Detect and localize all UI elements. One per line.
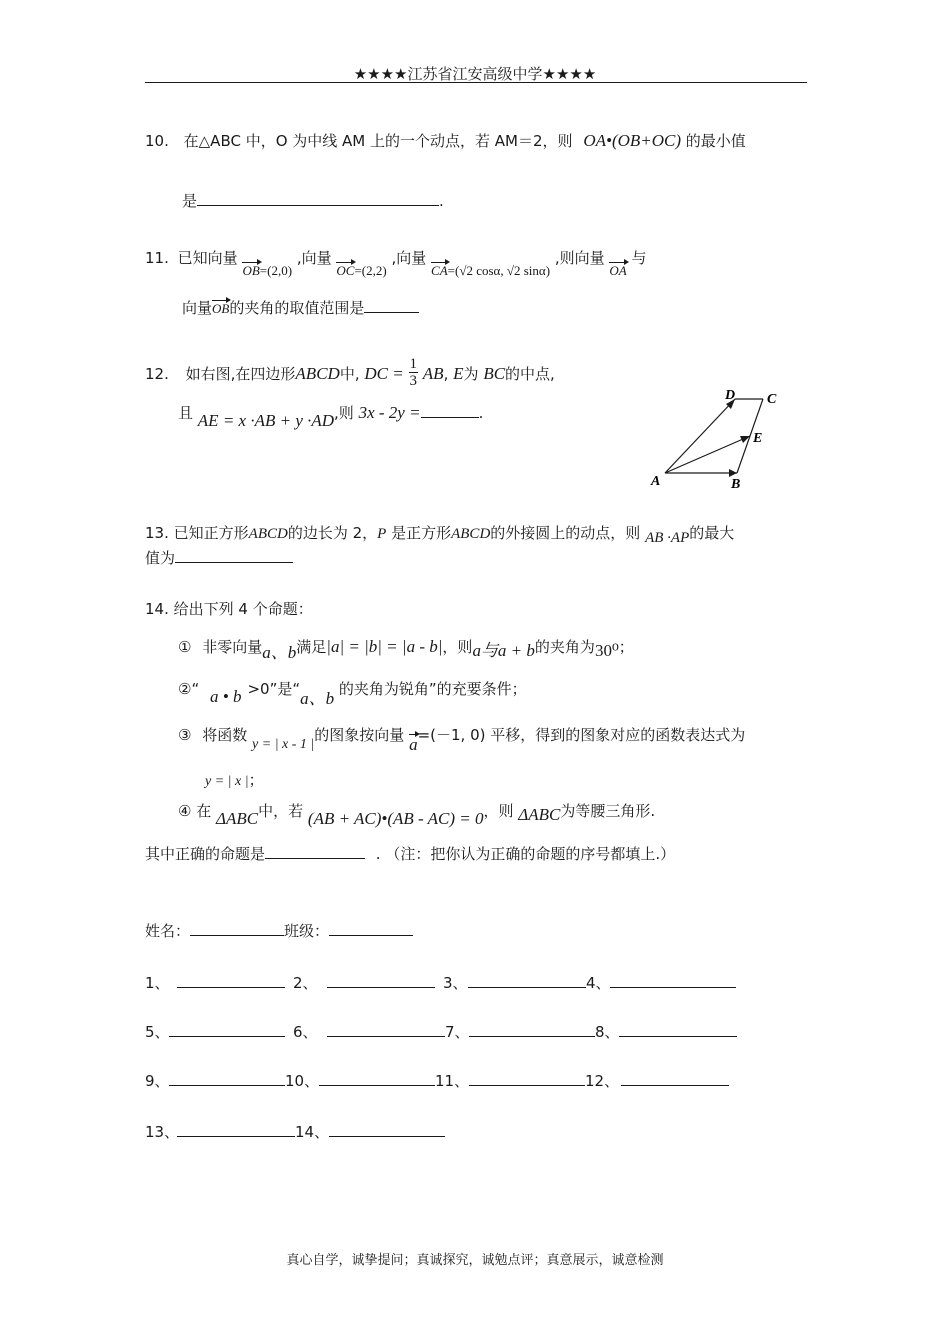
math-value: 30⁰	[594, 641, 619, 660]
question-text: 已知正方形	[173, 524, 249, 542]
class-field[interactable]	[329, 934, 413, 936]
answer-blank[interactable]	[469, 1084, 585, 1086]
answer-blank[interactable]	[327, 1035, 445, 1037]
question-10	[145, 130, 746, 151]
question-text: 向量	[182, 299, 213, 317]
question-text: ,则	[334, 404, 354, 422]
answer-label: 11、	[435, 1072, 470, 1090]
question-text: ，则	[483, 802, 514, 820]
answer-blank[interactable]	[319, 1084, 435, 1086]
edge-ae	[665, 436, 750, 473]
answer-blank[interactable]	[468, 986, 586, 988]
math-expression: a与a + b	[472, 641, 535, 660]
math-expression: (AB + AC)•(AB - AC) = 0	[307, 809, 484, 828]
question-text: 为	[463, 365, 479, 383]
answer-label: 13、	[145, 1123, 180, 1141]
question-text: 是	[182, 192, 198, 210]
question-text: .	[439, 192, 444, 210]
label-c: C	[767, 392, 777, 407]
question-text: 的夹角的取值范围是	[229, 299, 365, 317]
math-symbol: ABCD	[451, 526, 491, 542]
answer-label: 1、	[145, 974, 170, 992]
question-text: 的最小值	[685, 132, 746, 150]
question-number: 11.	[145, 249, 169, 267]
proposition-4	[178, 800, 656, 828]
vector-ca: CA	[431, 263, 448, 278]
question-text: 如右图,在四边形	[185, 365, 296, 383]
question-text: 的夹角为	[534, 638, 595, 656]
arrow-ab	[729, 469, 737, 477]
question-text: 值为	[145, 549, 176, 567]
vector-a: a	[409, 735, 418, 754]
quadrilateral-diagram	[645, 385, 785, 495]
math-expression: 3x - 2y =	[358, 403, 421, 422]
answer-label: 9、	[145, 1072, 170, 1090]
math-symbol: ABCD	[248, 526, 288, 542]
question-text: 的夹角为锐角”的充要条件；	[338, 680, 527, 698]
answer-blank[interactable]	[169, 1035, 285, 1037]
math-symbol: AB	[422, 364, 444, 383]
question-text: 其中正确的命题是	[145, 845, 266, 863]
math-expression: OA•(OB+OC)	[583, 131, 682, 150]
header-rule	[145, 82, 807, 83]
math-expression: y = | x |	[205, 774, 249, 789]
class-label: 班级：	[284, 922, 330, 940]
answer-label: 10、	[285, 1072, 320, 1090]
math-expression: DC =	[364, 364, 404, 383]
question-text: 非零向量	[202, 638, 263, 656]
question-text: ,则向量	[554, 249, 605, 267]
question-text: 中，若	[258, 802, 304, 820]
proposition-3	[178, 724, 746, 754]
question-12-line2	[178, 402, 484, 430]
question-text: 在	[196, 802, 212, 820]
student-info	[145, 920, 413, 941]
math-expression: y = | x - 1 |	[252, 737, 315, 752]
question-number: 12.	[145, 365, 169, 383]
question-14-conclusion	[145, 843, 675, 864]
proposition-2	[178, 674, 527, 708]
answer-blank[interactable]	[364, 311, 419, 313]
question-text: 是正方形	[391, 524, 452, 542]
math-value: =(√2 cosα, √2 sinα)	[447, 263, 551, 278]
answer-row-1	[145, 972, 736, 993]
question-text: ,向量	[391, 249, 427, 267]
question-text: >0”是“	[247, 680, 301, 698]
question-text: 给出下列 4 个命题：	[173, 600, 313, 618]
answer-label: 4、	[586, 974, 611, 992]
answer-blank[interactable]	[621, 1084, 729, 1086]
fraction-denominator: 3	[409, 373, 417, 389]
math-expression: AB ·AP	[645, 530, 690, 546]
header-title: ★★★★江苏省江安高级中学★★★★	[353, 65, 597, 83]
answer-label: 2、	[293, 974, 318, 992]
question-11-line2	[182, 297, 419, 318]
question-text: ,	[443, 365, 449, 383]
question-text: =(－1, 0) 平移，得到的图象对应的函数表达式为	[417, 726, 746, 744]
fraction-one-third	[409, 356, 419, 389]
question-13	[145, 522, 735, 546]
label-d: D	[725, 388, 736, 403]
question-text: “	[191, 680, 200, 698]
question-text: 满足	[296, 638, 327, 656]
math-symbol: P	[377, 526, 387, 542]
answer-blank[interactable]	[177, 986, 285, 988]
math-value: =(2,0)	[259, 263, 293, 278]
question-text: 的边长为 2，	[287, 524, 378, 542]
math-expression: |a| = |b| = |a - b|	[326, 637, 443, 656]
edge-ad	[665, 399, 735, 473]
label-e: E	[753, 431, 763, 446]
vector-oc: OC	[336, 263, 355, 278]
question-text: 的外接圆上的动点，则	[490, 524, 641, 542]
answer-row-2	[145, 1021, 737, 1042]
question-number: 14.	[145, 600, 169, 618]
math-symbol: ABCD	[295, 364, 340, 383]
fraction-numerator: 1	[409, 356, 417, 372]
question-text: 的图象按向量	[314, 726, 405, 744]
question-text: 已知向量	[177, 249, 238, 267]
vector-ob: OB	[242, 263, 260, 278]
math-symbol: a、b	[262, 643, 297, 662]
answer-blank[interactable]	[265, 857, 365, 859]
math-expression: a • b	[210, 687, 242, 706]
question-text: 中,	[339, 365, 360, 383]
answer-label: 7、	[445, 1023, 470, 1041]
question-text: 在△ABC 中，O 为中线 AM 上的一个动点，若 AM＝2，则	[183, 132, 573, 150]
question-text: 将函数	[202, 726, 248, 744]
label-a: A	[651, 474, 661, 489]
answer-blank[interactable]	[197, 204, 439, 206]
math-symbol: ΔABC	[216, 809, 259, 828]
proposition-number: ②	[178, 680, 192, 698]
math-symbol: ΔABC	[518, 805, 561, 824]
label-b: B	[731, 477, 741, 492]
question-10-line2	[182, 190, 444, 211]
answer-label: 6、	[293, 1023, 318, 1041]
math-symbol: a、b	[300, 689, 335, 708]
answer-blank[interactable]	[169, 1084, 285, 1086]
question-11	[145, 247, 647, 278]
answer-row-3	[145, 1070, 729, 1091]
question-12	[145, 358, 555, 391]
question-14	[145, 598, 313, 619]
question-number: 13.	[145, 524, 169, 542]
proposition-number: ④	[178, 802, 192, 820]
answer-blank[interactable]	[619, 1035, 737, 1037]
question-text: 与	[631, 249, 647, 267]
math-symbol: E	[453, 364, 464, 383]
name-field[interactable]	[190, 934, 284, 936]
page-footer	[0, 1249, 950, 1268]
question-13-line2	[145, 547, 293, 568]
vector-ob: OB	[212, 301, 230, 316]
vector-oa: OA	[609, 263, 627, 278]
footer-motto: 真心自学，诚挚提问；真诚探究，诚勉点评；真意展示，诚意检测	[286, 1253, 664, 1268]
page-header	[0, 63, 950, 84]
question-text: ，则	[442, 638, 473, 656]
proposition-1	[178, 632, 634, 662]
answer-blank[interactable]	[177, 1135, 295, 1137]
answer-blank[interactable]	[421, 416, 479, 418]
question-text: 为等腰三角形.	[560, 802, 656, 820]
question-number: 10.	[145, 132, 169, 150]
answer-blank[interactable]	[175, 561, 293, 563]
question-text: 的中点,	[505, 365, 555, 383]
question-text: 且	[178, 404, 194, 422]
answer-label: 14、	[295, 1123, 330, 1141]
proposition-3-line2	[205, 769, 264, 790]
answer-row-4	[145, 1121, 445, 1142]
answer-blank[interactable]	[329, 1135, 445, 1137]
answer-blank[interactable]	[610, 986, 736, 988]
question-text: ；	[248, 771, 264, 789]
question-text: 的最大	[689, 524, 735, 542]
answer-label: 12、	[585, 1072, 620, 1090]
answer-blank[interactable]	[327, 986, 435, 988]
answer-blank[interactable]	[469, 1035, 595, 1037]
math-expression: AE = x ·AB + y ·AD	[197, 411, 335, 430]
question-text: ,向量	[296, 249, 332, 267]
proposition-number: ③	[178, 726, 192, 744]
name-label: 姓名：	[145, 922, 191, 940]
question-text: ；	[618, 638, 634, 656]
answer-label: 5、	[145, 1023, 170, 1041]
answer-label: 3、	[443, 974, 468, 992]
question-text: . （注：把你认为正确的命题的序号都填上.）	[375, 845, 676, 863]
question-text: .	[478, 404, 484, 422]
proposition-number: ①	[178, 638, 192, 656]
answer-label: 8、	[595, 1023, 620, 1041]
math-value: =(2,2)	[354, 263, 387, 278]
math-symbol: BC	[483, 364, 506, 383]
